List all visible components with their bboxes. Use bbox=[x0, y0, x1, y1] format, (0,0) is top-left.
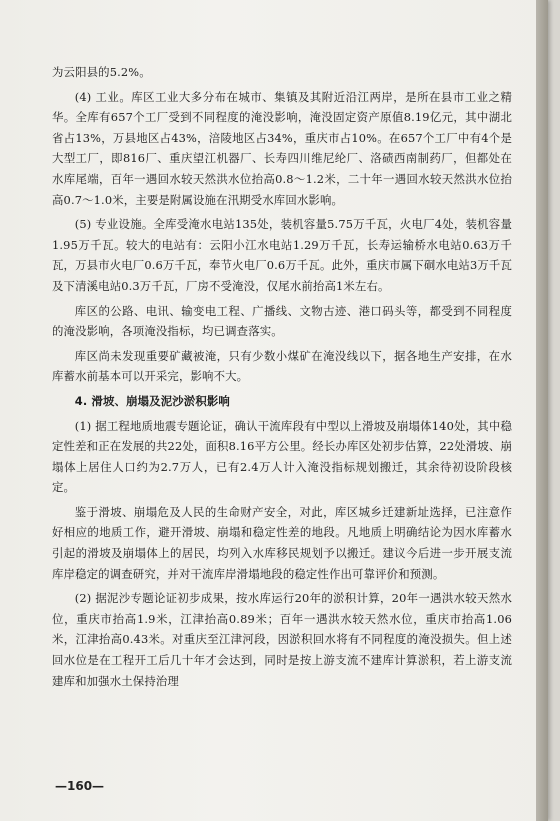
paragraph-population-tail: 为云阳县的5.2%。 bbox=[52, 65, 151, 79]
book-spine-edge bbox=[536, 0, 548, 821]
page-number: —160— bbox=[55, 779, 105, 793]
paragraph-landslide-survey: (1) 据工程地质地震专题论证，确认干流库段有中型以上滑坡及崩塌体140处，其中稳定性差和正在发展的共22处，面积8.16平方公里。经长办库区处初步估算，22处滑坡、崩塌体上居住人口约为2.7万人，已有2.4万人计入淹没指标规划搬迁，其余待初设阶段核定。 bbox=[52, 418, 512, 495]
paragraph-sediment: (2) 据泥沙专题论证初步成果，按水库运行20年的淤积计算，20年一遇洪水较天然水位，重庆市抬高1.9米，江津抬高0.89米；百年一遇洪水较天然水位，重庆市抬高1.06米，江津抬高0.43米。对重庆至江津河段，因淤积回水将有不同程度的淹没损失。但上述回水位是在工程开工后几十年才会达到，同时是按上游支流不建库计算淤积，若上游支流建库和加强水土保持治理 bbox=[52, 591, 512, 688]
paragraph-landslide-measures: 鉴于滑坡、崩塌危及人民的生命财产安全，对此，库区城乡迁建新址选择，已注意作好相应的地质工作，避开滑坡、崩塌和稳定性差的地段。凡地质上明确结论为因水库蓄水引起的滑坡及崩塌体上的居民，均列入水库移民规划予以搬迁。建议今后进一步开展支流库岸稳定的调查研究，并对干流库岸滑塌地段的稳定性作出可靠评价和预测。 bbox=[52, 504, 512, 581]
section-heading-landslides: 4. 滑坡、崩塌及泥沙淤积影响 bbox=[74, 393, 230, 408]
page-text-body bbox=[52, 62, 512, 691]
paragraph-minerals: 库区尚未发现重要矿藏被淹，只有少数小煤矿在淹没线以下，据各地生产安排，在水库蓄水前基本可以开采完，影响不大。 bbox=[52, 348, 512, 384]
paragraph-special-facilities: (5) 专业设施。全库受淹水电站135处，装机容量5.75万千瓦，火电厂4处，装机容量1.95万千瓦。较大的电站有：云阳小江水电站1.29万千瓦，长寿运输桥水电站0.63万千瓦，万县市火电厂0.6万千瓦，奉节火电厂0.6万千瓦。此外，重庆市属下硐水电站3万千瓦及下清溪电站0.3万千瓦，厂房不受淹没，仅尾水前抬高1米左右。 bbox=[52, 217, 512, 293]
paragraph-infrastructure: 库区的公路、电讯、输变电工程、广播线、文物古迹、港口码头等，都受到不同程度的淹没影响，各项淹没指标，均已调查落实。 bbox=[52, 303, 512, 339]
paragraph-industry: (4) 工业。库区工业大多分布在城市、集镇及其附近沿江两岸，是所在县市工业之精华。全库有657个工厂受到不同程度的淹没影响，淹没固定资产原值8.19亿元，其中湖北省占13%，万县地区占43%，涪陵地区占34%，重庆市占10%。在657个工厂中有4个是大型工厂，即816厂、重庆望江机器厂、长寿四川维尼纶厂、洛碛西南制药厂，但都处在水库尾端，百年一遇回水较天然洪水位抬高0.8～1.2米，二十年一遇回水较天然洪水位抬高0.7～1.0米，主要是附属设施在汛期受水库回水影响。 bbox=[52, 89, 512, 207]
